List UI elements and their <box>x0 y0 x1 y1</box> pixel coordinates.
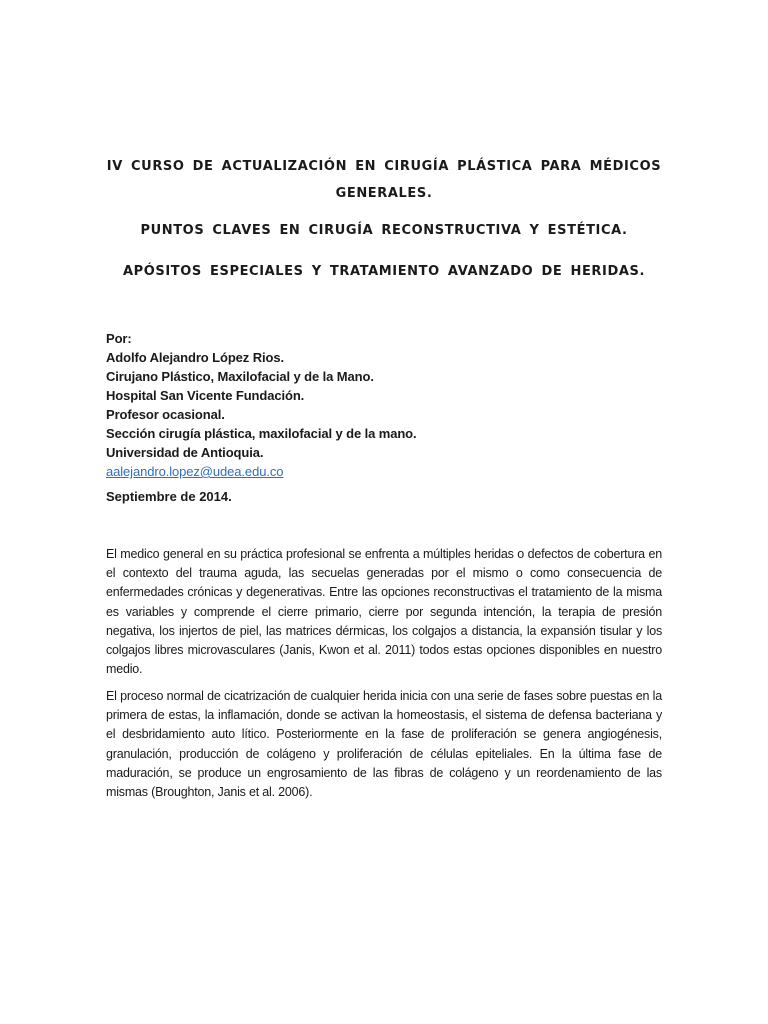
author-name: Adolfo Alejandro López Rios. <box>106 350 284 365</box>
author-university: Universidad de Antioquia. <box>106 445 264 460</box>
author-hospital: Hospital San Vicente Fundación. <box>106 388 305 403</box>
subtitle-dressings: APÓSITOS ESPECIALES Y TRATAMIENTO AVANZADO DE HERIDAS. <box>122 264 646 279</box>
author-specialty: Cirujano Plástico, Maxilofacial y de la Mano. <box>106 369 374 384</box>
subtitle-key-points: PUNTOS CLAVES EN CIRUGÍA RECONSTRUCTIVA Y ESTÉTICA. <box>140 223 628 238</box>
document-date: Septiembre de 2014. <box>106 489 232 504</box>
author-block <box>106 329 666 481</box>
paragraph-intro: El medico general en su práctica profesional se enfrenta a múltiples heridas o defectos de cobertura en el contexto del trauma aguda, las secuelas generadas por el mismo o como consecuencia de enfermedades crónicas y degenerativas. Entre las opciones reconstructivas el tratamiento de la misma es variables y comprende el cierre primario, cierre por segunda intención, la terapia de presión negativa, los injertos de piel, las matrices dérmicas, los colgajos a distancia, la expansión tisular y los colgajos libres microvasculares (Janis, Kwon et al. 2011) todos estas opciones disponibles en nuestro medio. <box>106 547 662 677</box>
author-email-link[interactable]: aalejandro.lopez@udea.edu.co <box>106 464 284 479</box>
author-by-label: Por: <box>106 331 132 346</box>
author-role: Profesor ocasional. <box>106 407 225 422</box>
author-section: Sección cirugía plástica, maxilofacial y de la mano. <box>106 426 417 441</box>
paragraph-healing-process: El proceso normal de cicatrización de cualquier herida inicia con una serie de fases sobre puestas en la primera de estas, la inflamación, donde se activan la homeostasis, el sistema de defensa bacteriana y el desbridamiento auto lítico. Posteriormente en la fase de proliferación se genera angiogénesis, granulación, producción de colágeno y proliferación de células epiteliales. En la última fase de maduración, se produce un engrosamiento de las fibras de colágeno y un reordenamiento de las mismas (Broughton, Janis et al. 2006). <box>106 689 662 800</box>
course-title: IV CURSO DE ACTUALIZACIÓN EN CIRUGÍA PLÁSTICA PARA MÉDICOS GENERALES. <box>106 159 662 201</box>
